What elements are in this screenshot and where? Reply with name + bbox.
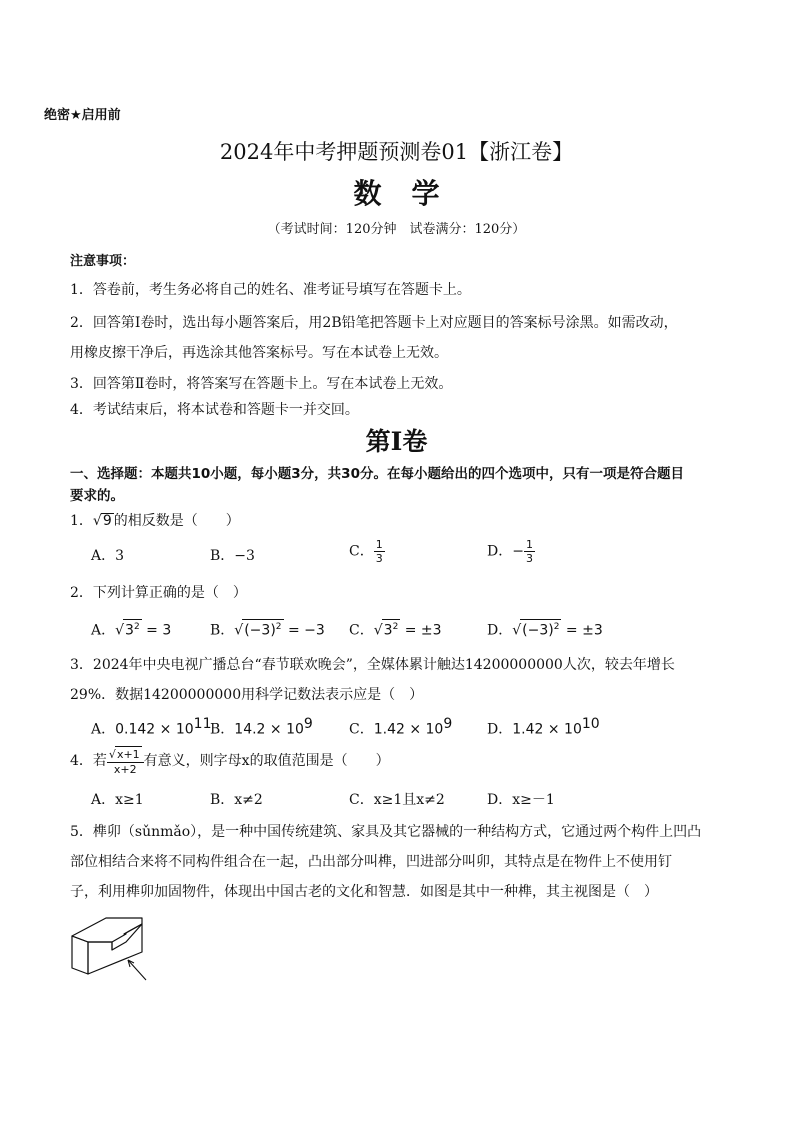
- arrow-icon: [128, 960, 146, 980]
- tenon-front-face: [72, 936, 88, 974]
- secret-label: 绝密★启用前: [44, 108, 121, 123]
- q1-radicand: 9: [102, 513, 112, 529]
- exam-info: （考试时间：120分钟 试卷满分：120分）: [267, 222, 526, 237]
- q3-option-c: C．$1.42 \times 10^9$: [349, 716, 453, 738]
- notice-item-3: 3．回答第Ⅱ卷时，将答案写在答题卡上。写在本试卷上无效。: [70, 376, 453, 392]
- q1-option-a: A．3: [91, 548, 125, 564]
- q4-option-c: C．x≥1且x≠2: [349, 792, 445, 808]
- q4-option-a: A．x≥1: [91, 792, 144, 808]
- question-1-stem: 1．√9 的相反数是（ ）: [70, 513, 240, 529]
- notice-item-2: 2．回答第Ⅰ卷时，选出每小题答案后，用2B铅笔把答题卡上对应题目的答案标号涂黑。如需改动，: [70, 315, 678, 331]
- q2-option-d: D．$√(-3)^2 = \pm 3$: [487, 619, 603, 640]
- volume-title: 第Ⅰ卷: [365, 427, 428, 456]
- question-5-line1: 5．榫卯（sǔnmǎo），是一种中国传统建筑、家具及其它器械的一种结构方式，它通过两个构件上凹凸: [70, 824, 702, 840]
- q4-option-d: D．x≥－1: [487, 792, 555, 808]
- notice-heading: 注意事项：: [70, 254, 136, 269]
- q1-option-d: D．− $\frac{1}{3}$: [487, 538, 533, 565]
- q4-option-b: B．x≠2: [210, 792, 263, 808]
- question-3-line2: 29%．数据14200000000用科学记数法表示应是（ ）: [70, 687, 424, 703]
- q3-option-a: A．$0.142 \times 10^{11}$: [91, 716, 212, 738]
- q1-c-fraction: $\frac{1}{3}$: [375, 538, 383, 565]
- exam-title: 2024年中考押题预测卷01【浙江卷】: [219, 140, 574, 164]
- q2-option-c: C．$√3^2 = \pm 3$: [349, 619, 442, 640]
- section-heading-line1: 一、选择题：本题共10小题，每小题3分，共30分。在每小题给出的四个选项中，只有一项是符合题目: [70, 466, 684, 482]
- notice-item-2-cont: 用橡皮擦干净后，再选涂其他答案标号。写在本试卷上无效。: [70, 345, 448, 361]
- q1-d-fraction: $\frac{1}{3}$: [525, 538, 533, 565]
- notice-item-1: 1．答卷前，考生务必将自己的姓名、准考证号填写在答题卡上。: [70, 282, 471, 298]
- notice-item-4: 4．考试结束后，将本试卷和答题卡一并交回。: [70, 402, 359, 418]
- question-3-line1: 3．2024年中央电视广播总台“春节联欢晚会”，全媒体累计触达14200000000人次，较去年增长: [70, 657, 675, 673]
- tenon-figure: [66, 912, 162, 992]
- q4-fraction: $\frac{√x+1}{x+2}$: [107, 746, 144, 776]
- q1-option-b: B．−3: [210, 548, 255, 564]
- question-5-line2: 部位相结合来将不同构件组合在一起，凸出部分叫榫，凹进部分叫卯，其特点是在物件上不使用钉: [70, 854, 672, 870]
- question-4-stem: 4．若 $\frac{√x+1}{x+2}$ 有意义，则字母x的取值范围是（ ）: [70, 748, 390, 776]
- q3-option-d: D．$1.42 \times 10^{10}$: [487, 716, 600, 738]
- subject-title: 数学: [353, 177, 470, 210]
- question-5-line3: 子，利用榫卯加固物件，体现出中国古老的文化和智慧．如图是其中一种榫，其主视图是（ ）: [70, 884, 658, 900]
- q3-option-b: B．$14.2 \times 10^9$: [210, 716, 313, 738]
- question-2-stem: 2．下列计算正确的是（ ）: [70, 585, 247, 601]
- section-heading-line2: 要求的。: [70, 488, 124, 504]
- q2-option-b: B．$√(-3)^2 = -3$: [210, 619, 325, 640]
- q2-option-a: A．$√3^2 = 3$: [91, 619, 171, 640]
- q1-option-c: C． $\frac{1}{3}$: [349, 538, 383, 565]
